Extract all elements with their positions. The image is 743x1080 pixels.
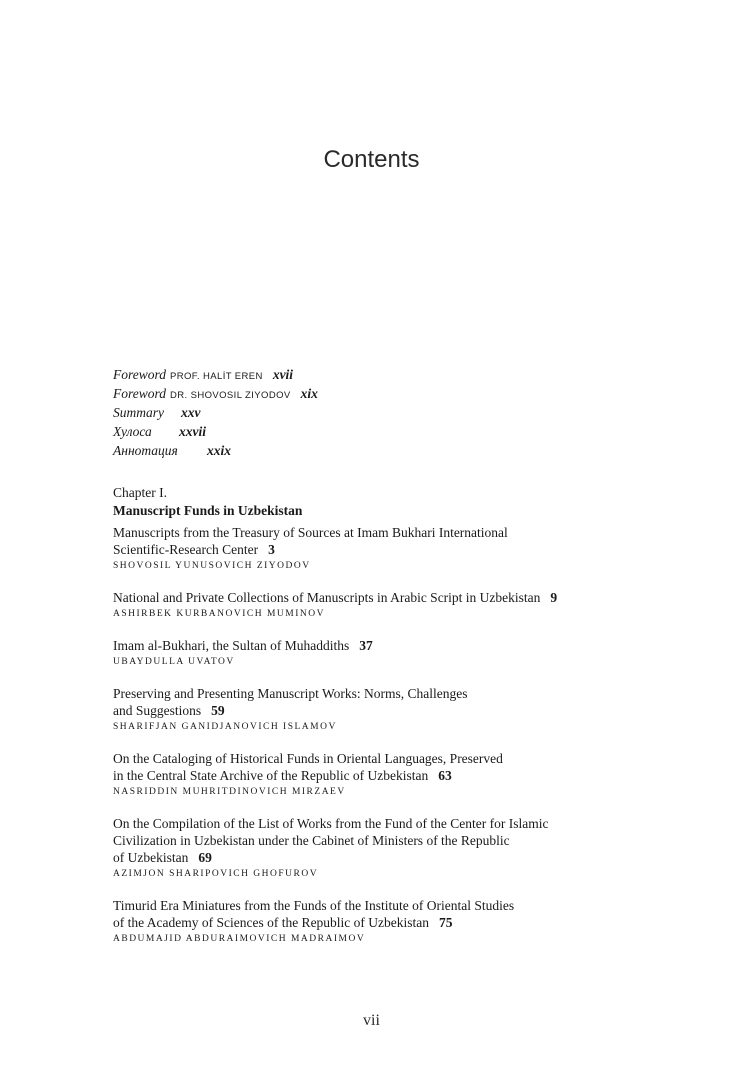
chapter-label: Chapter I. <box>113 485 167 500</box>
entry-page: 59 <box>211 703 225 718</box>
chapter-heading <box>113 484 633 520</box>
entry-page: 3 <box>268 542 275 557</box>
front-matter-label: Foreword <box>113 386 166 401</box>
page-title: Contents <box>323 146 420 173</box>
front-matter-label: Хулоса <box>113 424 152 439</box>
entry-title-line: Imam al-Bukhari, the Sultan of Muhaddiths <box>113 638 350 653</box>
front-matter-list <box>113 365 673 460</box>
entry-page: 9 <box>550 590 558 605</box>
front-matter-page: xxv <box>181 405 201 420</box>
entry-author: SHOVOSIL YUNUSOVICH ZIYODOV <box>113 561 311 571</box>
front-matter-label: Foreword <box>113 367 166 382</box>
front-matter-page: xxvii <box>179 424 206 439</box>
front-matter-item <box>113 403 673 422</box>
front-matter-item <box>113 422 673 441</box>
entry-title-line: and Suggestions <box>113 703 202 718</box>
entry-page: 63 <box>438 768 452 783</box>
toc-entry <box>113 637 633 669</box>
entry-title <box>113 589 633 606</box>
entry-page: 37 <box>359 638 373 653</box>
entry-title-line: of Uzbekistan <box>113 850 189 865</box>
entry-author: AZIMJON SHARIPOVICH GHOFUROV <box>113 869 319 879</box>
entry-title <box>113 637 633 654</box>
toc-entry <box>113 589 633 621</box>
front-matter-item <box>113 384 673 403</box>
front-matter-label: Аннотация <box>113 443 178 458</box>
entry-title <box>113 685 633 719</box>
toc-entry <box>113 685 633 734</box>
front-matter-label: Summary <box>113 405 164 420</box>
entry-title-line: Timurid Era Miniatures from the Funds of the Institute of Oriental Studies <box>113 898 515 913</box>
entry-title-line: On the Compilation of the List of Works from the Fund of the Center for Islamic <box>113 816 549 831</box>
page-number: vii <box>363 1012 380 1029</box>
entry-title <box>113 524 633 558</box>
entry-title-line: in the Central State Archive of the Republic of Uzbekistan <box>113 768 429 783</box>
entry-author: SHARIFJAN GANIDJANOVICH ISLAMOV <box>113 722 337 732</box>
front-matter-author: DR. SHOVOSIL ZIYODOV <box>170 390 291 401</box>
toc-entry <box>113 524 633 573</box>
entry-title-line: National and Private Collections of Manuscripts in Arabic Script in Uzbekistan <box>113 590 541 605</box>
entry-title-line: Manuscripts from the Treasury of Sources at Imam Bukhari International <box>113 525 508 540</box>
front-matter-page: xvii <box>272 367 294 382</box>
toc-entry <box>113 750 633 799</box>
entry-page: 75 <box>439 915 453 930</box>
entry-title <box>113 897 633 931</box>
chapter-title: Manuscript Funds in Uzbekistan <box>113 503 303 518</box>
entry-page: 69 <box>198 850 212 865</box>
entry-author: NASRIDDIN MUHRITDINOVICH MIRZAEV <box>113 787 346 797</box>
front-matter-page: xxix <box>207 443 232 458</box>
entry-title-line: On the Cataloging of Historical Funds in Oriental Languages, Preserved <box>113 751 503 766</box>
front-matter-item <box>113 441 673 460</box>
entry-author: ASHIRBEK KURBANOVICH MUMINOV <box>113 609 325 619</box>
entry-title-line: Preserving and Presenting Manuscript Works: Norms, Challenges <box>113 686 468 701</box>
entry-author: ABDUMAJID ABDURAIMOVICH MADRAIMOV <box>113 934 366 944</box>
front-matter-page: xix <box>300 386 318 401</box>
entry-title <box>113 815 633 866</box>
front-matter-item <box>113 365 673 384</box>
entry-title-line: Scientific-Research Center <box>113 542 259 557</box>
entry-title-line: of the Academy of Sciences of the Republic of Uzbekistan <box>113 915 430 930</box>
entry-title-line: Civilization in Uzbekistan under the Cabinet of Ministers of the Republic <box>113 833 510 848</box>
front-matter-author: PROF. HALİT EREN <box>170 371 263 382</box>
toc-entry <box>113 815 633 881</box>
entry-author: UBAYDULLA UVATOV <box>113 657 235 667</box>
entry-title <box>113 750 633 784</box>
toc-entry <box>113 897 633 946</box>
toc-entries <box>113 524 633 962</box>
